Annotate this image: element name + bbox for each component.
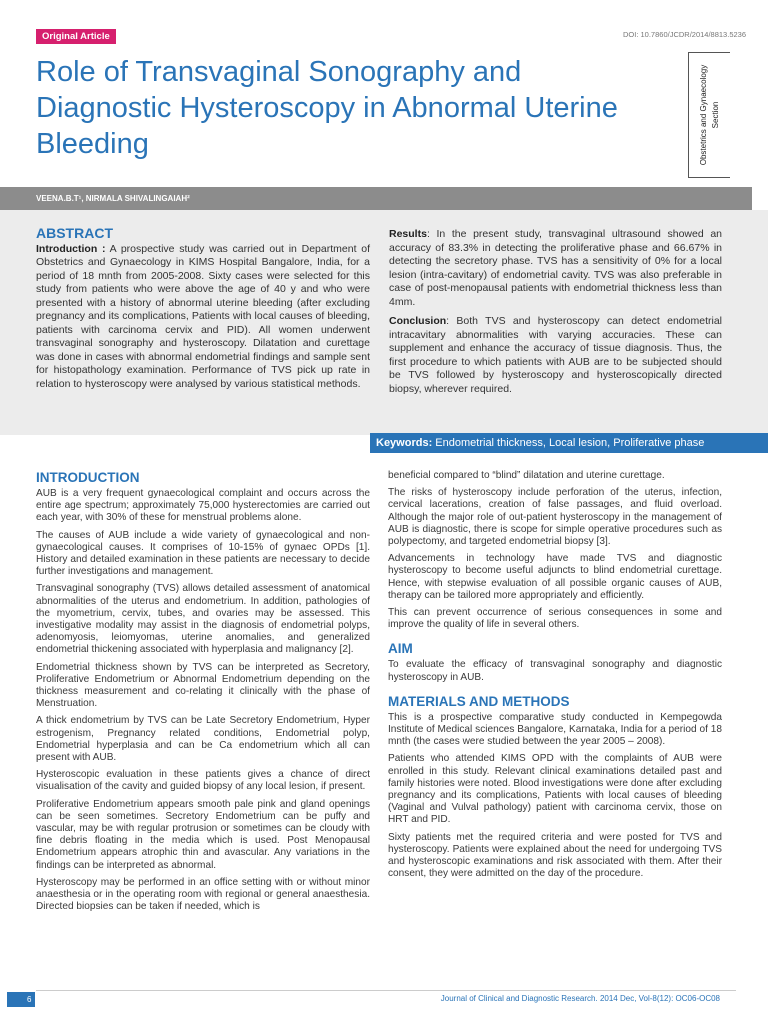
abstract-right-column <box>389 228 722 402</box>
section-tab-label <box>698 65 722 166</box>
body-left-column <box>36 470 370 919</box>
aim-text: To evaluate the efficacy of transvaginal sonography and diagnostic hysteroscopy in AUB. <box>388 659 722 683</box>
paragraph: The causes of AUB include a wide variety of gynaecological and non-gynaecological causes. It comprises of 10-15% of gynaec OPDs [1]. History and detailed examination in these patients are necessary to decide further investigations and management. <box>36 529 370 578</box>
section-suffix: Section <box>710 101 720 129</box>
article-title: Role of Transvaginal Sonography and Diagnostic Hysteroscopy in Abnormal Uterine Bleeding <box>36 56 618 160</box>
paragraph: The risks of hysteroscopy include perforation of the uterus, infection, cervical lacerations, creation of false passages, and fluid overload. Although the major role of out-patient hysteroscopy in the management of AUB is diagnostic, there is scope for simple operative procedures such as polypectomy, and targeted endometrial biopsy [3]. <box>388 487 722 548</box>
doi-text: DOI: 10.7860/JCDR/2014/8813.5236 <box>623 30 746 39</box>
abstract-introduction <box>36 243 370 392</box>
aim-heading: AIM <box>388 641 413 657</box>
body-right-column <box>388 470 722 885</box>
methods-heading: MATERIALS AND METHODS <box>388 693 570 709</box>
abstract-box <box>0 210 768 435</box>
keywords-text: Endometrial thickness, Local lesion, Proliferative phase <box>432 437 705 449</box>
paragraph: Hysteroscopy may be performed in an office setting with or without minor anaesthesia or in the operating room with regional or general anaesthesia. Directed biopsies can be taken if needed, which is <box>36 876 370 913</box>
authors-bar: VEENA.B.T¹, NIRMALA SHIVALINGAIAH² <box>0 187 752 210</box>
introduction-heading: INTRODUCTION <box>36 470 140 485</box>
results-label: Results <box>389 228 427 240</box>
footer-divider <box>36 990 736 991</box>
paragraph: This is a prospective comparative study conducted in Kempegowda Institute of Medical sciences Bangalore, Karnataka, India for a period of 18 mnth (the cases were studied between the year 2005 – 2008). <box>388 711 722 748</box>
paragraph: Transvaginal sonography (TVS) allows detailed assessment of anatomical abnormalities of the uterus and endometrium. In addition, pathologies of the myometrium, cervix, tubes, and ovaries may be assessed. This investigative modality may assist in the diagnosis of endometrial polyps, adenomyosis, leiomyomas, uterine anomalies, and generalized endometrial thickening associated with hyperplasia and malignancy [2]. <box>36 583 370 656</box>
article-type-badge: Original Article <box>36 29 116 44</box>
page-number: 6 <box>7 992 35 1007</box>
section-name: Obstetrics and Gynaecology <box>698 64 708 166</box>
abstract-conclusion <box>389 315 722 396</box>
paragraph: This can prevent occurrence of serious consequences in some and improve the quality of life in several others. <box>388 607 722 631</box>
results-text: : In the present study, transvaginal ultrasound showed an accuracy of 83.3% in detecting the proliferative phase and 66.67% in detecting the secretory phase. TVS has a sensitivity of 0% for a local lesion (intra-cavitary) of endometrial cavity. TVS was also preferable in case of post-menopausal patients with endometrial thickness less than 4mm. <box>389 228 722 308</box>
paragraph: Hysteroscopic evaluation in these patients gives a chance of direct visualisation of the cavity and guided biopsy of any local lesion, if present. <box>36 769 370 793</box>
paragraph: Proliferative Endometrium appears smooth pale pink and gland openings can be seen sometimes. Secretory Endometrium can be puffy and vascular, may be with regular protrusion or sometimes can be cloudy with fine debris floating in the media which is used. Post Menopausal Endometrium appears atrophic thin and avascular. Any variations in the findings can be interpreted as abnormal. <box>36 798 370 871</box>
intro-label: Introduction : <box>36 242 106 255</box>
paragraph: A thick endometrium by TVS can be Late Secretory Endometrium, Hyper estrogenism, Pregnancy related conditions, Endometrial polyp, Endometrial hyperplasia and can be Ca endometrium which all can present with AUB. <box>36 715 370 764</box>
journal-citation: Journal of Clinical and Diagnostic Research. 2014 Dec, Vol-8(12): OC06-OC08 <box>440 994 720 1003</box>
keywords-bar <box>370 433 768 453</box>
conclusion-text: : Both TVS and hysteroscopy can detect endometrial intracavitary abnormalities with varying accuracies. These can supplement and enhance the accuracy of tissue diagnosis. Thus, the first procedure to which patients with AUB are to be subjected should be TVS followed by hysteroscopy and hysteroscopically directed biopsy, wherever required. <box>389 315 722 395</box>
abstract-heading: ABSTRACT <box>36 225 113 241</box>
abstract-left-column <box>36 227 370 397</box>
paragraph: Patients who attended KIMS OPD with the complaints of AUB were enrolled in this study. Relevant clinical examinations detailed past and family histories were noted. Blood investigations were done after excluding pregnancy and its complications, Patients with local causes of bleeding (Vaginal and Vulval pathology) patient with carcinoma cervix, those on HRT and PID. <box>388 753 722 826</box>
paragraph: Sixty patients met the required criteria and were posted for TVS and hysteroscopy. Patients were explained about the need for undergoing TVS and hysteroscopic examinations and risk associated with them. After their consent, they were admitted on the day of the procedure. <box>388 831 722 880</box>
section-tab <box>688 52 730 178</box>
paragraph: Endometrial thickness shown by TVS can be interpreted as Secretory, Proliferative Endometrium or Abnormal Endometrium depending on the thickness measurement and co-relating it clinically with the phase of Menstruation. <box>36 661 370 710</box>
paragraph: Advancements in technology have made TVS and diagnostic hysteroscopy to become useful adjuncts to blind endometrial curettage. Hence, with stepwise evaluation of all possible organic causes of AUB, therapy can be tailored more appropriately and efficiently. <box>388 553 722 601</box>
abstract-results <box>389 228 722 309</box>
intro-text: A prospective study was carried out in Department of Obstetrics and Gynaecology in KIMS Hospital Bangalore, India, for a period of 18 mnth from 2005-2008. Sixty cases were selected for this study from patients who were above the age of 40 y and who were presented with a history of abnormal uterine bleeding (after excluding pregnancy and its complications, Patients with local causes of bleeding, patients with carcinoma cervix and PID). All women underwent transvaginal sonography and hysteroscopy. Dilatation and curettage was done in cases with abnormal endometrial findings and sample sent for histopathology examination. Performance of TVS pick up rate in relation to hysteroscopy were analysed by various statistical methods. <box>36 242 370 390</box>
paragraph: beneficial compared to “blind” dilatation and uterine curettage. <box>388 470 665 481</box>
paragraph: AUB is a very frequent gynaecological complaint and occurs across the entire age spectrum; approximately 75,000 hysterectomies are carried out each year, with 30% of these for menstrual problems alone. <box>36 488 370 524</box>
keywords-label: Keywords: <box>376 437 433 449</box>
conclusion-label: Conclusion <box>389 315 447 327</box>
